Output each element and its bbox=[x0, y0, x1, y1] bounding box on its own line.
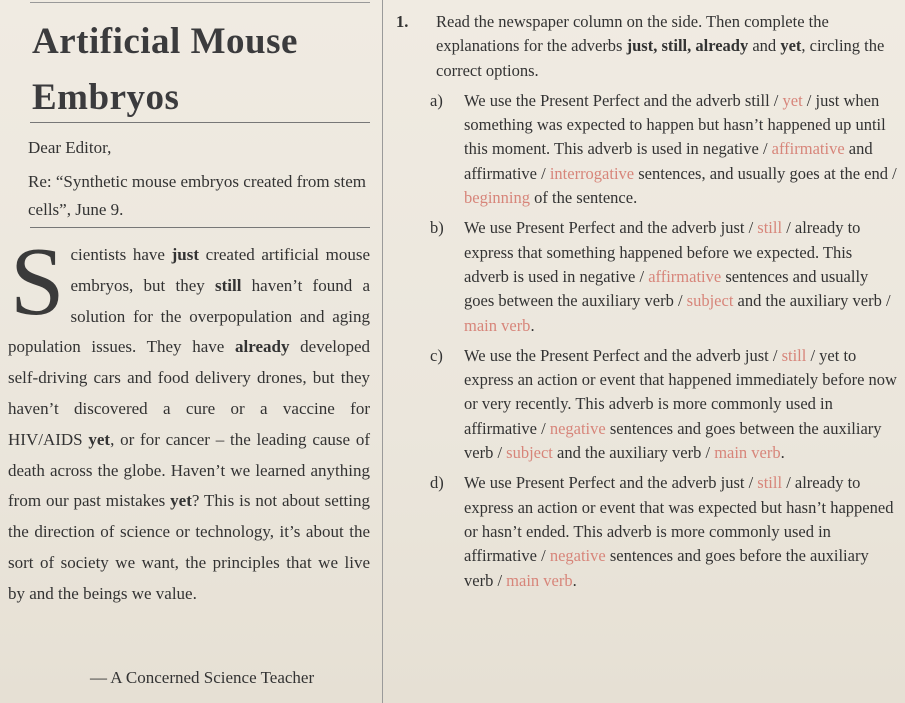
option-segment[interactable]: affirmative bbox=[648, 266, 722, 286]
option-segment: / yet to express an action or event that happened immediately before now or very recently. This adverb is more commonly used in affirmative / bbox=[464, 345, 897, 438]
column-divider bbox=[382, 0, 383, 703]
body-segment: yet bbox=[88, 429, 111, 449]
option-segment: and affirmative / bbox=[464, 139, 873, 183]
option-segment[interactable]: subject bbox=[686, 291, 734, 311]
body-segment: ? This is not about setting the direction of science or technology, it’s about the sort of society we want, the principles that we live by and the beings we value. bbox=[8, 491, 370, 603]
option-segment: sentences and goes between the auxiliary verb / bbox=[464, 418, 882, 463]
option-segment: / just when something was expected to happen but hasn’t happened up until this moment. This adverb is used in negative / bbox=[464, 90, 886, 159]
instruction-segment: Read the newspaper column on the side. Then complete the explanations for the adverbs bbox=[436, 12, 829, 56]
item-letter: d) bbox=[430, 473, 444, 493]
item-text bbox=[464, 344, 901, 465]
option-segment[interactable]: still bbox=[757, 218, 783, 238]
option-segment[interactable]: affirmative bbox=[771, 139, 845, 159]
body-segment: already bbox=[235, 337, 290, 357]
body-segment: cientists have bbox=[70, 245, 172, 264]
option-segment: sentences and goes before the auxiliary verb / bbox=[464, 546, 869, 590]
title-line-2: Embryos bbox=[32, 77, 180, 118]
letter-body bbox=[0, 228, 371, 610]
exercise-item bbox=[430, 344, 901, 465]
body-segment: , or for cancer – the leading cause of death across the globe. Haven’t we learned anything from our past mistakes bbox=[8, 429, 370, 511]
option-segment: . bbox=[530, 315, 535, 335]
exercise-panel bbox=[396, 10, 901, 593]
exercise-item bbox=[430, 216, 901, 337]
title-line-1: Artificial Mouse bbox=[32, 21, 298, 62]
salutation: Dear Editor, bbox=[28, 138, 112, 157]
instruction-segment: just, still, already bbox=[626, 36, 749, 56]
signature: — A Concerned Science Teacher bbox=[90, 668, 315, 687]
option-segment: of the sentence. bbox=[530, 188, 638, 208]
option-segment: and the auxiliary verb / bbox=[733, 291, 891, 311]
body-segment: haven’t found a solution for the overpopulation and aging population issues. They have bbox=[8, 275, 370, 357]
item-letter: c) bbox=[430, 345, 443, 365]
option-segment[interactable]: negative bbox=[549, 418, 606, 438]
instruction-segment: and bbox=[748, 36, 781, 56]
exercise-instruction bbox=[436, 10, 901, 83]
option-segment[interactable]: main verb bbox=[464, 315, 531, 335]
exercise-item bbox=[430, 89, 901, 210]
option-segment: sentences, and usually goes at the end / bbox=[634, 163, 897, 183]
option-segment: We use the Present Perfect and the adverb just / bbox=[464, 345, 782, 365]
option-segment: We use Present Perfect and the adverb just / bbox=[464, 218, 758, 238]
option-segment[interactable]: beginning bbox=[464, 188, 530, 208]
option-segment: . bbox=[572, 570, 577, 590]
exercise-items bbox=[396, 89, 901, 593]
option-segment[interactable]: main verb bbox=[714, 443, 781, 463]
option-segment[interactable]: yet bbox=[782, 90, 803, 110]
body-segment: developed self-driving cars and food delivery drones, but they haven’t discovered a cure or a vaccine for HIV/AIDS bbox=[8, 337, 371, 449]
body-segment: created artificial mouse embryos, but they bbox=[70, 245, 370, 295]
option-segment: sentences and usually goes between the auxiliary verb / bbox=[464, 266, 869, 311]
exercise-item bbox=[430, 471, 901, 592]
option-segment: and the auxiliary verb / bbox=[552, 443, 715, 463]
instruction-segment: yet bbox=[780, 36, 802, 56]
body-segment: yet bbox=[170, 491, 192, 511]
title-rule bbox=[30, 122, 370, 123]
newspaper-column bbox=[0, 0, 378, 703]
option-segment[interactable]: negative bbox=[549, 546, 606, 566]
item-text bbox=[464, 216, 901, 337]
body-segment: just bbox=[171, 245, 200, 264]
item-letter: b) bbox=[430, 218, 444, 238]
option-segment: / already to express that something happened before we expected. This adverb is used in negative / bbox=[464, 218, 861, 286]
instruction-segment: , circling the correct options. bbox=[436, 36, 885, 80]
article-title bbox=[32, 14, 298, 126]
item-text bbox=[464, 471, 901, 592]
reference-line: Re: “Synthetic mouse embryos created from stem cells”, June 9. bbox=[28, 172, 367, 219]
drop-cap: S bbox=[10, 228, 65, 336]
item-letter: a) bbox=[430, 90, 443, 110]
option-segment[interactable]: still bbox=[757, 473, 783, 493]
option-segment[interactable]: subject bbox=[506, 443, 553, 463]
option-segment: . bbox=[780, 443, 785, 463]
letter-header bbox=[28, 134, 373, 224]
option-segment[interactable]: main verb bbox=[506, 570, 573, 590]
item-text bbox=[464, 89, 901, 210]
option-segment[interactable]: interrogative bbox=[549, 163, 635, 183]
option-segment[interactable]: still bbox=[781, 345, 807, 365]
body-segment: still bbox=[214, 275, 242, 295]
option-segment: We use the Present Perfect and the adverb still / bbox=[464, 90, 783, 110]
option-segment: / already to express an action or event that was expected but hasn’t happened or hasn’t ended. This adverb is more commonly used in affirmative / bbox=[464, 473, 894, 566]
exercise-number: 1. bbox=[396, 12, 409, 31]
header-rule bbox=[30, 227, 370, 228]
option-segment: We use Present Perfect and the adverb just / bbox=[464, 473, 758, 493]
